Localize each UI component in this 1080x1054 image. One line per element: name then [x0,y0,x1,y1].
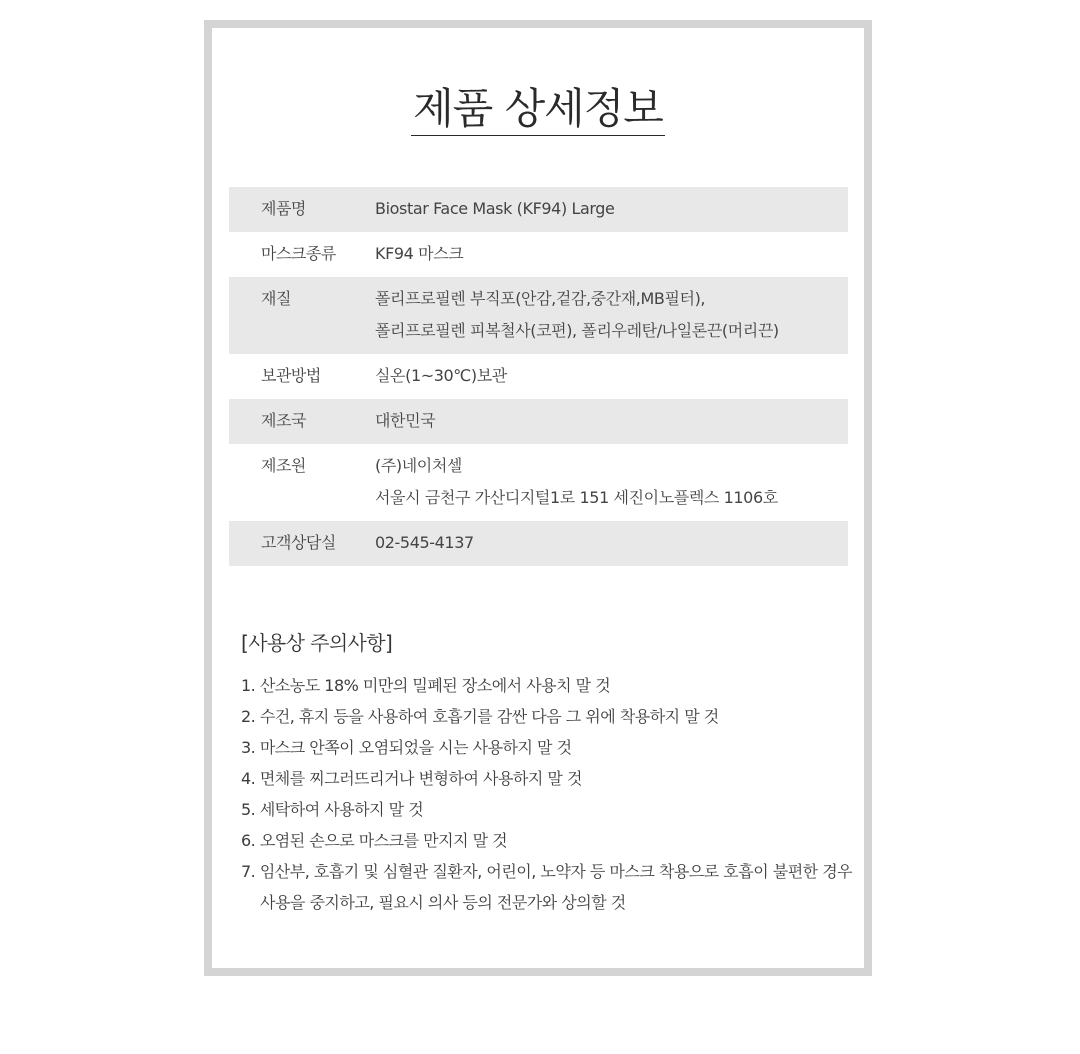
caution-text: 2. 수건, 휴지 등을 사용하여 호흡기를 감싼 다음 그 위에 착용하지 말 것 [241,707,719,726]
spec-row [229,399,848,444]
caution-item [241,856,853,918]
caution-text: 6. 오염된 손으로 마스크를 만지지 말 것 [241,831,508,850]
spec-value [375,283,848,347]
page-title: 제품 상세정보 [411,84,665,136]
spec-label: 고객상담실 [261,533,336,552]
spec-row [229,187,848,232]
spec-value-line: 서울시 금천구 가산디지털1로 151 세진이노플렉스 1106호 [375,488,778,507]
spec-label: 제조국 [261,411,306,430]
cautions-title: [사용상 주의사항] [241,631,393,655]
spec-value [375,450,848,514]
spec-value [375,405,848,437]
caution-item [241,763,841,794]
spec-value-line: (주)네이처셀 [375,456,462,475]
caution-text: 사용을 중지하고, 필요시 의사 등의 전문가와 상의할 것 [260,893,626,912]
spec-row [229,354,848,399]
caution-text: 7. 임산부, 호흡기 및 심혈관 질환자, 어린이, 노약자 등 마스크 착용으로 호흡이 불편한 경우 [241,862,853,881]
product-detail-card [204,20,872,976]
spec-value-line: Biostar Face Mask (KF94) Large [375,199,615,218]
caution-item [241,670,841,701]
spec-label: 제조원 [261,456,306,475]
caution-item [241,825,841,856]
caution-item [241,701,841,732]
spec-label: 재질 [261,289,291,308]
spec-value-line: 폴리프로필렌 피복철사(코편), 폴리우레탄/나일론끈(머리끈) [375,321,779,340]
spec-label: 마스크종류 [261,244,336,263]
spec-value [375,360,848,392]
title-wrap [212,84,864,136]
spec-label: 제품명 [261,199,306,218]
spec-label: 보관방법 [261,366,321,385]
spec-value [375,193,848,225]
spec-value-line: KF94 마스크 [375,244,464,263]
spec-row [229,277,848,354]
caution-item [241,732,841,763]
spec-row [229,232,848,277]
caution-item [241,794,841,825]
spec-row [229,444,848,521]
spec-value-line: 02-545-4137 [375,533,474,552]
caution-text: 1. 산소농도 18% 미만의 밀폐된 장소에서 사용치 말 것 [241,676,611,695]
caution-text: 5. 세탁하여 사용하지 말 것 [241,800,424,819]
caution-text: 4. 면체를 찌그러뜨리거나 변형하여 사용하지 말 것 [241,769,582,788]
cautions-section [241,630,853,918]
spec-value-line: 실온(1~30℃)보관 [375,366,507,385]
spec-value [375,527,848,559]
cautions-list [241,670,853,918]
spec-value [375,238,848,270]
spec-table [229,187,848,566]
caution-text: 3. 마스크 안쪽이 오염되었을 시는 사용하지 말 것 [241,738,572,757]
spec-row [229,521,848,566]
spec-value-line: 폴리프로필렌 부직포(안감,겉감,중간재,MB필터), [375,289,706,308]
spec-value-line: 대한민국 [375,411,436,430]
